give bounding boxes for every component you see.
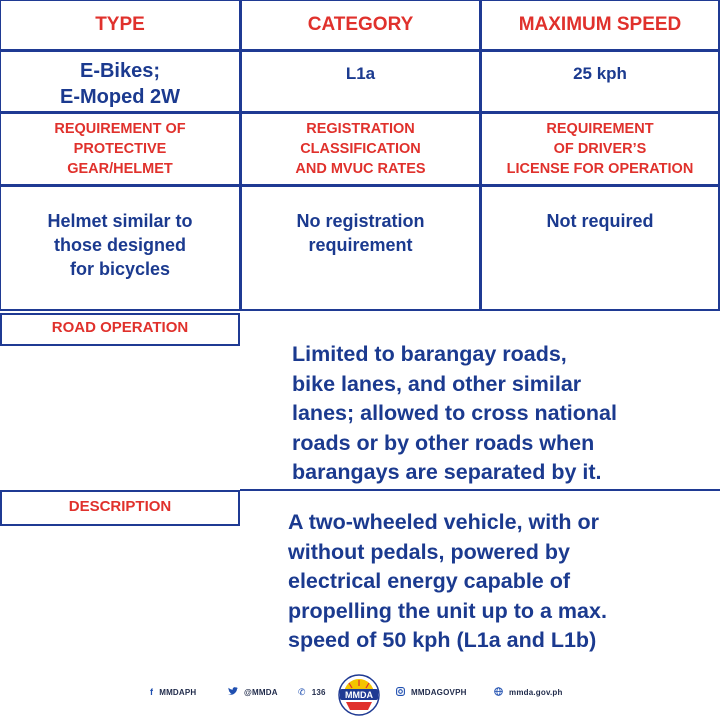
footer-twitter[interactable]: @MMDA xyxy=(228,687,278,698)
svg-text:MMDA: MMDA xyxy=(345,690,373,700)
instagram-icon xyxy=(396,687,405,698)
description-text: A two-wheeled vehicle, with or without pedals, powered by electrical energy capable of propelling the unit up to a max. speed of 50 kph (L1a and L1b) xyxy=(288,510,607,652)
subheader-license: REQUIREMENT OF DRIVER’S LICENSE FOR OPERATION xyxy=(480,112,720,186)
header-max-speed: MAXIMUM SPEED xyxy=(480,0,720,51)
phone-icon: ✆ xyxy=(298,687,306,697)
road-operation-label: ROAD OPERATION xyxy=(0,313,240,346)
facebook-icon: f xyxy=(150,687,154,697)
header-category: CATEGORY xyxy=(240,0,481,51)
type-value: E-Bikes; E-Moped 2W xyxy=(0,50,241,113)
mmda-logo xyxy=(338,674,380,716)
footer-website[interactable]: mmda.gov.ph xyxy=(494,687,563,698)
twitter-icon xyxy=(228,687,238,698)
protective-gear-value: Helmet similar to those designed for bicycles xyxy=(0,185,241,311)
description-divider xyxy=(240,489,720,491)
globe-icon xyxy=(494,687,503,698)
spec-table xyxy=(0,0,720,311)
footer xyxy=(0,676,720,712)
registration-value: No registration requirement xyxy=(240,185,481,311)
footer-instagram[interactable]: MMDAGOVPH xyxy=(396,687,467,698)
road-operation-text: Limited to barangay roads, bike lanes, and other similar lanes; allowed to cross national roads or by other roads when barangays are separated by it. xyxy=(292,342,617,484)
description-label: DESCRIPTION xyxy=(0,490,240,526)
subheader-protective-gear: REQUIREMENT OF PROTECTIVE GEAR/HELMET xyxy=(0,112,241,186)
license-value: Not required xyxy=(480,185,720,311)
max-speed-value: 25 kph xyxy=(480,50,720,113)
header-type: TYPE xyxy=(0,0,241,51)
category-value: L1a xyxy=(240,50,481,113)
subheader-registration: REGISTRATION CLASSIFICATION AND MVUC RATES xyxy=(240,112,481,186)
footer-facebook[interactable]: f MMDAPH xyxy=(150,687,197,697)
footer-hotline[interactable]: ✆ 136 xyxy=(298,687,326,697)
